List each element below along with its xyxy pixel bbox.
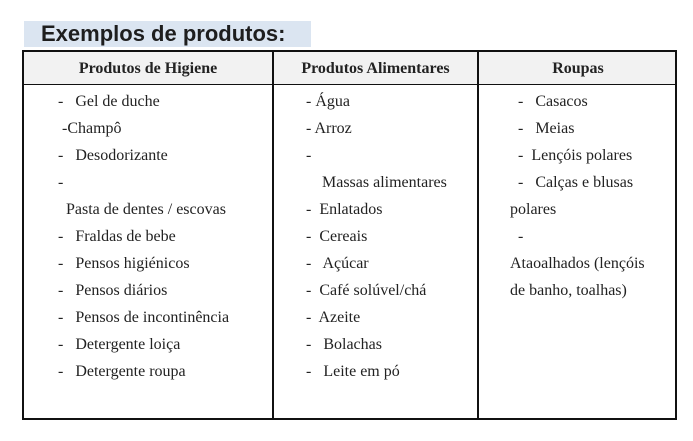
list-item: - Pensos higiénicos bbox=[58, 255, 190, 272]
list-item: - bbox=[58, 174, 64, 191]
list-item: - Açúcar bbox=[306, 255, 369, 272]
list-item: - Azeite bbox=[306, 309, 361, 326]
list-item: -Champô bbox=[58, 120, 122, 137]
list-item: - Leite em pó bbox=[306, 363, 400, 380]
list-item: - bbox=[510, 228, 524, 245]
products-table bbox=[22, 50, 677, 420]
list-item: - Água bbox=[306, 93, 350, 110]
food-list bbox=[306, 88, 447, 385]
list-item: - bbox=[306, 147, 312, 164]
list-item: Massas alimentares bbox=[306, 174, 447, 191]
header-clothes: Roupas bbox=[552, 60, 604, 77]
header-food: Produtos Alimentares bbox=[301, 60, 450, 77]
clothes-list bbox=[510, 88, 645, 304]
list-item: Pasta de dentes / escovas bbox=[58, 201, 226, 218]
list-item: - Calças e blusas bbox=[510, 174, 634, 191]
header-hygiene: Produtos de Higiene bbox=[78, 60, 218, 77]
list-item: - Detergente roupa bbox=[58, 363, 186, 380]
list-item: - Cereais bbox=[306, 228, 368, 245]
column-divider bbox=[477, 52, 479, 418]
list-item: - Gel de duche bbox=[58, 93, 160, 110]
column-divider bbox=[272, 52, 274, 418]
hygiene-list bbox=[58, 88, 229, 385]
list-item: - Detergente loiça bbox=[58, 336, 181, 353]
list-item: polares bbox=[510, 201, 557, 218]
list-item: - Meias bbox=[510, 120, 575, 137]
list-item: - Desodorizante bbox=[58, 147, 168, 164]
list-item: de banho, toalhas) bbox=[510, 282, 627, 299]
list-item: - Enlatados bbox=[306, 201, 383, 218]
list-item: - Fraldas de bebe bbox=[58, 228, 176, 245]
list-item: Ataoalhados (lençóis bbox=[510, 255, 645, 272]
list-item: - Lençóis polares bbox=[510, 147, 633, 164]
section-title: Exemplos de produtos: bbox=[24, 21, 311, 47]
list-item: - Casacos bbox=[510, 93, 588, 110]
list-item: - Café solúvel/chá bbox=[306, 282, 427, 299]
list-item: - Pensos diários bbox=[58, 282, 168, 299]
list-item: - Arroz bbox=[306, 120, 352, 137]
list-item: - Pensos de incontinência bbox=[58, 309, 230, 326]
list-item: - Bolachas bbox=[306, 336, 382, 353]
